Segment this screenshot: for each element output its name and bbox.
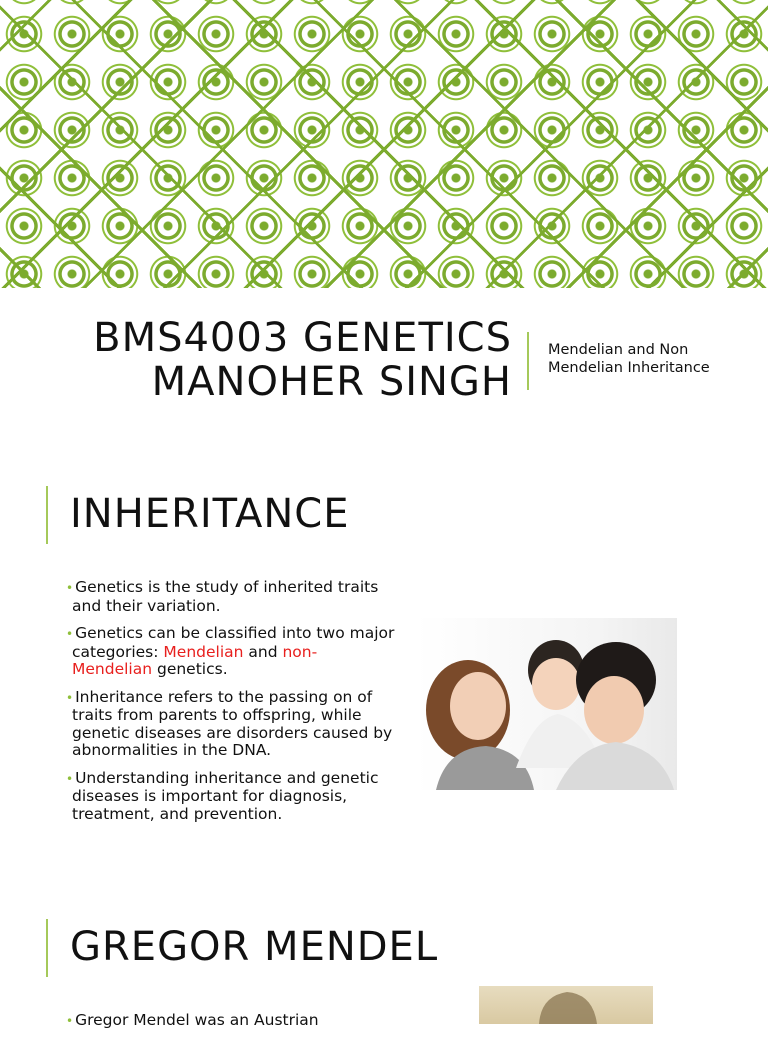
title-line-author: MANOHER SINGH [151, 359, 512, 405]
bullet-dot-icon: • [66, 581, 74, 595]
list-item: • Genetics is the study of inherited traits and their variation. [66, 578, 379, 615]
title-line-course: BMS4003 GENETICS [93, 315, 512, 361]
list-item: • Understanding inheritance and genetic diseases is important for diagnosis, treatment, and prevention. [66, 768, 379, 823]
subtitle-line-2: Mendelian Inheritance [548, 360, 710, 376]
mendel-portrait-illustration [479, 986, 653, 1024]
list-item: • Inheritance refers to the passing on of traits from parents to offspring, while genetic diseases are disorders caused by abnormalities in the DNA. [66, 687, 393, 759]
bullet-dot-icon: • [66, 1014, 74, 1028]
subtitle-line-1: Mendelian and Non [548, 342, 689, 358]
mendel-heading: GREGOR MENDEL [70, 924, 439, 970]
mendel-heading-divider [46, 919, 48, 977]
list-item: • Genetics can be classified into two major categories: Mendelian and non-Mendelian genetics. [66, 624, 395, 678]
mendel-bullet-list [66, 1012, 396, 1041]
inheritance-bullet-list [66, 579, 396, 833]
family-photo-illustration [416, 618, 677, 790]
highlight-mendelian: Mendelian [163, 642, 244, 661]
inheritance-heading-divider [46, 486, 48, 544]
family-photo [416, 618, 677, 790]
inheritance-heading: INHERITANCE [70, 491, 350, 537]
list-item: • Gregor Mendel was an Austrian [66, 1011, 319, 1029]
title-divider [527, 332, 529, 390]
bullet-dot-icon: • [66, 690, 74, 705]
mendel-portrait [479, 986, 653, 1024]
highlight-non-mendelian: non-Mendelian [72, 642, 318, 678]
decorative-pattern-banner [0, 0, 768, 288]
bullet-dot-icon: • [66, 771, 74, 786]
bullet-dot-icon: • [66, 627, 74, 641]
subtitle [548, 341, 748, 377]
page-title [0, 316, 512, 404]
